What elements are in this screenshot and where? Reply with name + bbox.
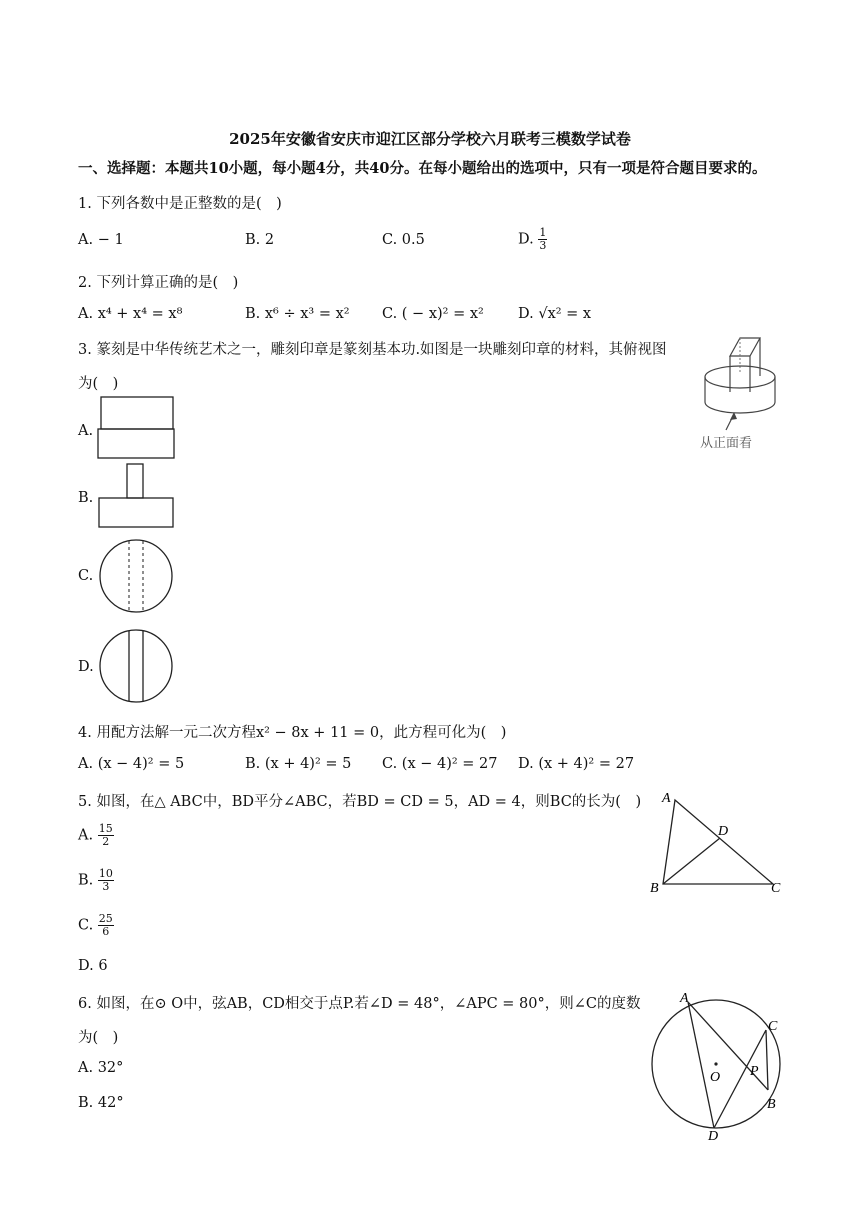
q5-option-d: D. 6 — [78, 958, 108, 974]
question-3-stem-line2: 为( ) — [78, 376, 119, 392]
question-4-stem: 4. 用配方法解一元二次方程x² − 8x + 11 = 0，此方程可化为( ) — [78, 725, 507, 741]
q3-option-a-figure — [96, 395, 178, 461]
q6-option-b: B. 42° — [78, 1095, 124, 1111]
q6-label-b: B — [767, 1097, 776, 1112]
q1-option-d-fraction: $\frac{1}{3}$ — [539, 226, 547, 252]
q3-seal-figure — [698, 334, 788, 444]
question-6-stem-line1: 6. 如图，在⊙ O中，弦AB，CD相交于点P.若∠D = 48°，∠APC = 80°，则∠C的度数 — [78, 996, 641, 1012]
q3-option-c-figure — [96, 538, 178, 614]
q5-label-c: C — [771, 881, 781, 896]
q2-option-a: A. x⁴ + x⁴ = x⁸ — [78, 306, 183, 322]
q6-label-d: D — [708, 1129, 719, 1144]
q3-option-b-label: B. — [78, 490, 94, 506]
q3-option-b-figure — [96, 462, 178, 530]
q4-option-d: D. (x + 4)² = 27 — [518, 756, 635, 772]
q5-option-b: B. $\frac{10}{3}$ — [78, 867, 113, 893]
q2-option-b: B. x⁶ ÷ x³ = x² — [245, 306, 350, 322]
q3-figure-caption: 从正面看 — [700, 436, 753, 451]
section-heading: 一、选择题：本题共10小题，每小题4分，共40分。在每小题给出的选项中，只有一项是符合题目要求的。 — [78, 160, 767, 177]
q5-label-a: A — [662, 791, 671, 806]
q6-label-o: O — [710, 1070, 721, 1085]
q6-label-a: A — [680, 991, 689, 1006]
q5-triangle-figure — [648, 788, 788, 898]
q4-option-b: B. (x + 4)² = 5 — [245, 756, 352, 772]
q3-option-d-label: D. — [78, 659, 94, 675]
q5-label-d: D — [718, 824, 729, 839]
q6-option-a: A. 32° — [78, 1060, 124, 1076]
q5-option-c: C. $\frac{25}{6}$ — [78, 912, 113, 938]
question-2-stem: 2. 下列计算正确的是( ) — [78, 275, 239, 291]
q1-option-b: B. 2 — [245, 232, 275, 248]
q6-label-c: C — [768, 1019, 778, 1034]
q4-option-c: C. (x − 4)² = 27 — [382, 756, 498, 772]
q3-option-d-figure — [96, 628, 178, 704]
q3-option-a-label: A. — [78, 423, 94, 439]
q2-option-c: C. ( − x)² = x² — [382, 306, 484, 322]
q3-option-c-label: C. — [78, 568, 94, 584]
q6-label-p: P — [750, 1064, 759, 1079]
question-1-stem: 1. 下列各数中是正整数的是( ) — [78, 196, 282, 212]
q6-circle-figure — [640, 990, 790, 1144]
q4-option-a: A. (x − 4)² = 5 — [78, 756, 185, 772]
question-6-stem-line2: 为( ) — [78, 1030, 119, 1046]
q5-label-b: B — [650, 881, 659, 896]
q1-option-a: A. − 1 — [78, 232, 124, 248]
q1-option-d-label: D. — [518, 231, 534, 248]
question-5-stem: 5. 如图，在△ ABC中，BD平分∠ABC，若BD = CD = 5，AD = 4，则BC的长为( ) — [78, 794, 642, 810]
q1-option-d — [518, 227, 547, 252]
question-3-stem-line1: 3. 篆刻是中华传统艺术之一，雕刻印章是篆刻基本功.如图是一块雕刻印章的材料，其俯视图 — [78, 342, 667, 358]
page-title: 2025年安徽省安庆市迎江区部分学校六月联考三模数学试卷 — [229, 130, 631, 148]
q1-option-c: C. 0.5 — [382, 232, 425, 248]
q2-option-d: D. √x² = x — [518, 306, 592, 322]
q5-option-a: A. $\frac{15}{2}$ — [78, 822, 113, 848]
